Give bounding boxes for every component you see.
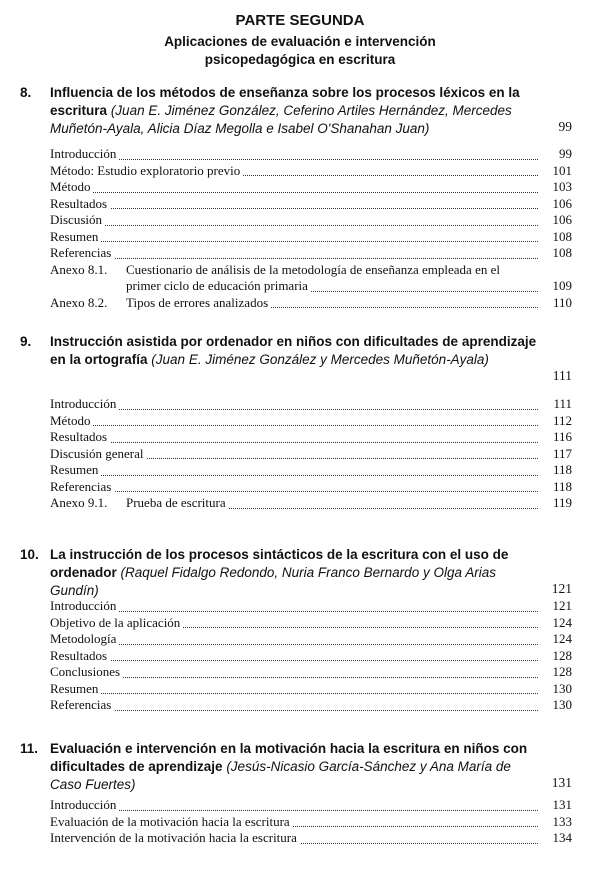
toc-entry-label: Conclusiones — [50, 664, 123, 679]
toc-entry-label: Discusión general — [50, 446, 147, 461]
toc-entry-page: 103 — [550, 179, 573, 196]
chapter-authors: (Juan E. Jiménez González y Mercedes Muñetón-Ayala) — [151, 352, 489, 367]
toc-entry[interactable] — [50, 429, 572, 446]
toc-entry-page: 116 — [550, 429, 572, 446]
toc-entry-page: 124 — [550, 631, 573, 648]
toc-entry-page: 106 — [550, 196, 573, 213]
toc-entry-label: Introducción — [50, 797, 119, 812]
dot-leader — [50, 241, 538, 242]
annex-page: 109 — [552, 278, 572, 293]
toc-entry-label: Resultados — [50, 648, 110, 663]
toc-entry[interactable] — [50, 196, 572, 213]
toc-entry-page: 124 — [550, 615, 573, 632]
toc-entry[interactable] — [50, 830, 572, 847]
toc-entry[interactable] — [50, 146, 572, 163]
toc-entry-label: Referencias — [50, 697, 114, 712]
toc-entry-page: 99 — [556, 146, 572, 163]
dot-leader — [50, 442, 538, 443]
toc-entry-page: 112 — [550, 413, 572, 430]
dot-leader — [50, 491, 538, 492]
annex-tag: Anexo 8.1. — [50, 261, 108, 277]
chapter-page-number: 121 — [551, 581, 572, 596]
toc-entry-label: Método — [50, 179, 93, 194]
toc-entry-label: Discusión — [50, 212, 105, 227]
toc-entry[interactable] — [50, 681, 572, 698]
dot-leader — [50, 192, 538, 193]
toc-entry-page: 108 — [550, 229, 573, 246]
chapter-authors: (Jesús-Nicasio García-Sánchez y Ana María de Caso Fuertes) — [50, 759, 511, 792]
toc-entry[interactable] — [50, 229, 572, 246]
chapter-title — [50, 740, 540, 794]
chapter-heading[interactable] — [20, 740, 572, 794]
dot-leader — [50, 710, 538, 711]
toc-entry-page: 133 — [550, 814, 573, 831]
chapter-page-number: 131 — [551, 775, 572, 790]
toc-entry[interactable] — [50, 598, 572, 615]
toc-entry-page: 111 — [550, 396, 572, 413]
toc-entry-page: 130 — [550, 681, 573, 698]
annex-entry[interactable] — [50, 495, 572, 512]
chapter-page-number: 111 — [552, 368, 572, 383]
part-subtitle — [0, 33, 600, 69]
annex-page: 119 — [552, 495, 572, 510]
toc-entry-label: Método — [50, 413, 93, 428]
toc-entry[interactable] — [50, 615, 572, 632]
chapter-title-text: Instrucción asistida por ordenador en niños con dificultades de aprendizaje en la ortografía — [50, 334, 537, 367]
toc-entry-label: Evaluación de la motivación hacia la escritura — [50, 814, 293, 829]
toc-entry-page: 128 — [550, 664, 573, 681]
chapter-title — [50, 546, 540, 600]
chapter-authors: (Juan E. Jiménez González, Ceferino Artiles Hernández, Mercedes Muñetón-Ayala, Alicia Díaz Megolla e Isabel O'Shanahan Juan) — [50, 103, 512, 136]
part-title: PARTE SEGUNDA — [235, 12, 365, 29]
toc-entry-label: Referencias — [50, 479, 114, 494]
dot-leader — [50, 660, 538, 661]
section-list — [50, 396, 572, 512]
annex-entry[interactable] — [50, 262, 572, 295]
dot-leader — [50, 677, 538, 678]
dot-leader — [50, 208, 538, 209]
toc-entry-page: 121 — [550, 598, 573, 615]
toc-entry-page: 118 — [550, 462, 572, 479]
chapter-title-text: Influencia de los métodos de enseñanza sobre los procesos léxicos en la escritura — [50, 85, 520, 118]
toc-entry-page: 106 — [550, 212, 573, 229]
dot-leader — [50, 159, 538, 160]
dot-leader — [50, 225, 538, 226]
section-list — [50, 146, 572, 311]
dot-leader — [50, 258, 538, 259]
toc-entry[interactable] — [50, 648, 572, 665]
toc-entry[interactable] — [50, 245, 572, 262]
toc-entry-label: Introducción — [50, 598, 119, 613]
dot-leader — [50, 644, 538, 645]
toc-entry[interactable] — [50, 814, 572, 831]
toc-entry[interactable] — [50, 697, 572, 714]
toc-entry-label: Intervención de la motivación hacia la escritura — [50, 830, 300, 845]
dot-leader — [50, 693, 538, 694]
toc-entry[interactable] — [50, 179, 572, 196]
toc-entry[interactable] — [50, 479, 572, 496]
section-list — [50, 598, 572, 714]
toc-entry-label: Objetivo de la aplicación — [50, 615, 183, 630]
toc-entry-label: Resumen — [50, 462, 101, 477]
chapter-title-text: Evaluación e intervención en la motivación hacia la escritura en niños con dificultades de aprendizaje — [50, 741, 528, 774]
chapter-authors: (Raquel Fidalgo Redondo, Nuria Franco Bernardo y Olga Arias Gundín) — [50, 565, 496, 598]
chapter-number: 11. — [20, 741, 39, 756]
toc-entry[interactable] — [50, 396, 572, 413]
toc-entry[interactable] — [50, 163, 572, 180]
toc-entry-page: 117 — [550, 446, 572, 463]
toc-entry-page: 118 — [550, 479, 572, 496]
toc-entry-label: Método: Estudio exploratorio previo — [50, 163, 243, 178]
annex-tag: Anexo 8.2. — [50, 294, 108, 310]
toc-entry-page: 108 — [550, 245, 573, 262]
toc-entry-page: 131 — [550, 797, 573, 814]
toc-entry[interactable] — [50, 413, 572, 430]
part-subtitle-line-2: psicopedagógica en escritura — [204, 52, 396, 67]
toc-entry-page: 130 — [550, 697, 573, 714]
chapter-page-number: 99 — [558, 119, 572, 134]
toc-entry[interactable] — [50, 462, 572, 479]
chapter-number: 8. — [20, 85, 32, 100]
toc-entry-label: Resultados — [50, 429, 110, 444]
toc-entry[interactable] — [50, 664, 572, 681]
dot-leader — [50, 810, 538, 811]
chapter-title — [50, 84, 540, 138]
toc-entry-page: 134 — [550, 830, 573, 847]
toc-entry-label: Metodología — [50, 631, 119, 646]
toc-entry-label: Resumen — [50, 681, 101, 696]
chapter-number: 9. — [20, 334, 32, 349]
toc-entry-label: Referencias — [50, 245, 114, 260]
annex-title: Tipos de errores analizados — [126, 295, 271, 310]
toc-entry-label: Introducción — [50, 146, 119, 161]
toc-entry-label: Introducción — [50, 396, 119, 411]
dot-leader — [50, 409, 538, 410]
toc-entry-label: Resultados — [50, 196, 110, 211]
toc-entry[interactable] — [50, 446, 572, 463]
annex-title: Prueba de escritura — [126, 495, 229, 510]
chapter-title — [50, 333, 540, 369]
chapter-number: 10. — [20, 547, 39, 562]
toc-entry-page: 101 — [550, 163, 573, 180]
annex-entry[interactable] — [50, 295, 572, 312]
toc-entry-label: Resumen — [50, 229, 101, 244]
toc-entry[interactable] — [50, 631, 572, 648]
chapter-title-text: La instrucción de los procesos sintácticos de la escritura con el uso de ordenador — [50, 547, 509, 580]
dot-leader — [50, 475, 538, 476]
annex-title: Cuestionario de análisis de la metodología de enseñanza empleada en el primer ciclo de educación primaria — [126, 261, 500, 293]
annex-page: 110 — [552, 294, 572, 310]
chapter-heading[interactable] — [20, 333, 572, 387]
annex-tag: Anexo 9.1. — [50, 495, 108, 510]
chapter-heading[interactable] — [20, 84, 572, 138]
dot-leader — [50, 611, 538, 612]
section-list — [50, 797, 572, 847]
part-subtitle-line-1: Aplicaciones de evaluación e intervención — [164, 34, 436, 49]
toc-entry-page: 128 — [550, 648, 573, 665]
toc-entry[interactable] — [50, 212, 572, 229]
chapter-heading[interactable] — [20, 546, 572, 600]
toc-entry[interactable] — [50, 797, 572, 814]
dot-leader — [50, 425, 538, 426]
